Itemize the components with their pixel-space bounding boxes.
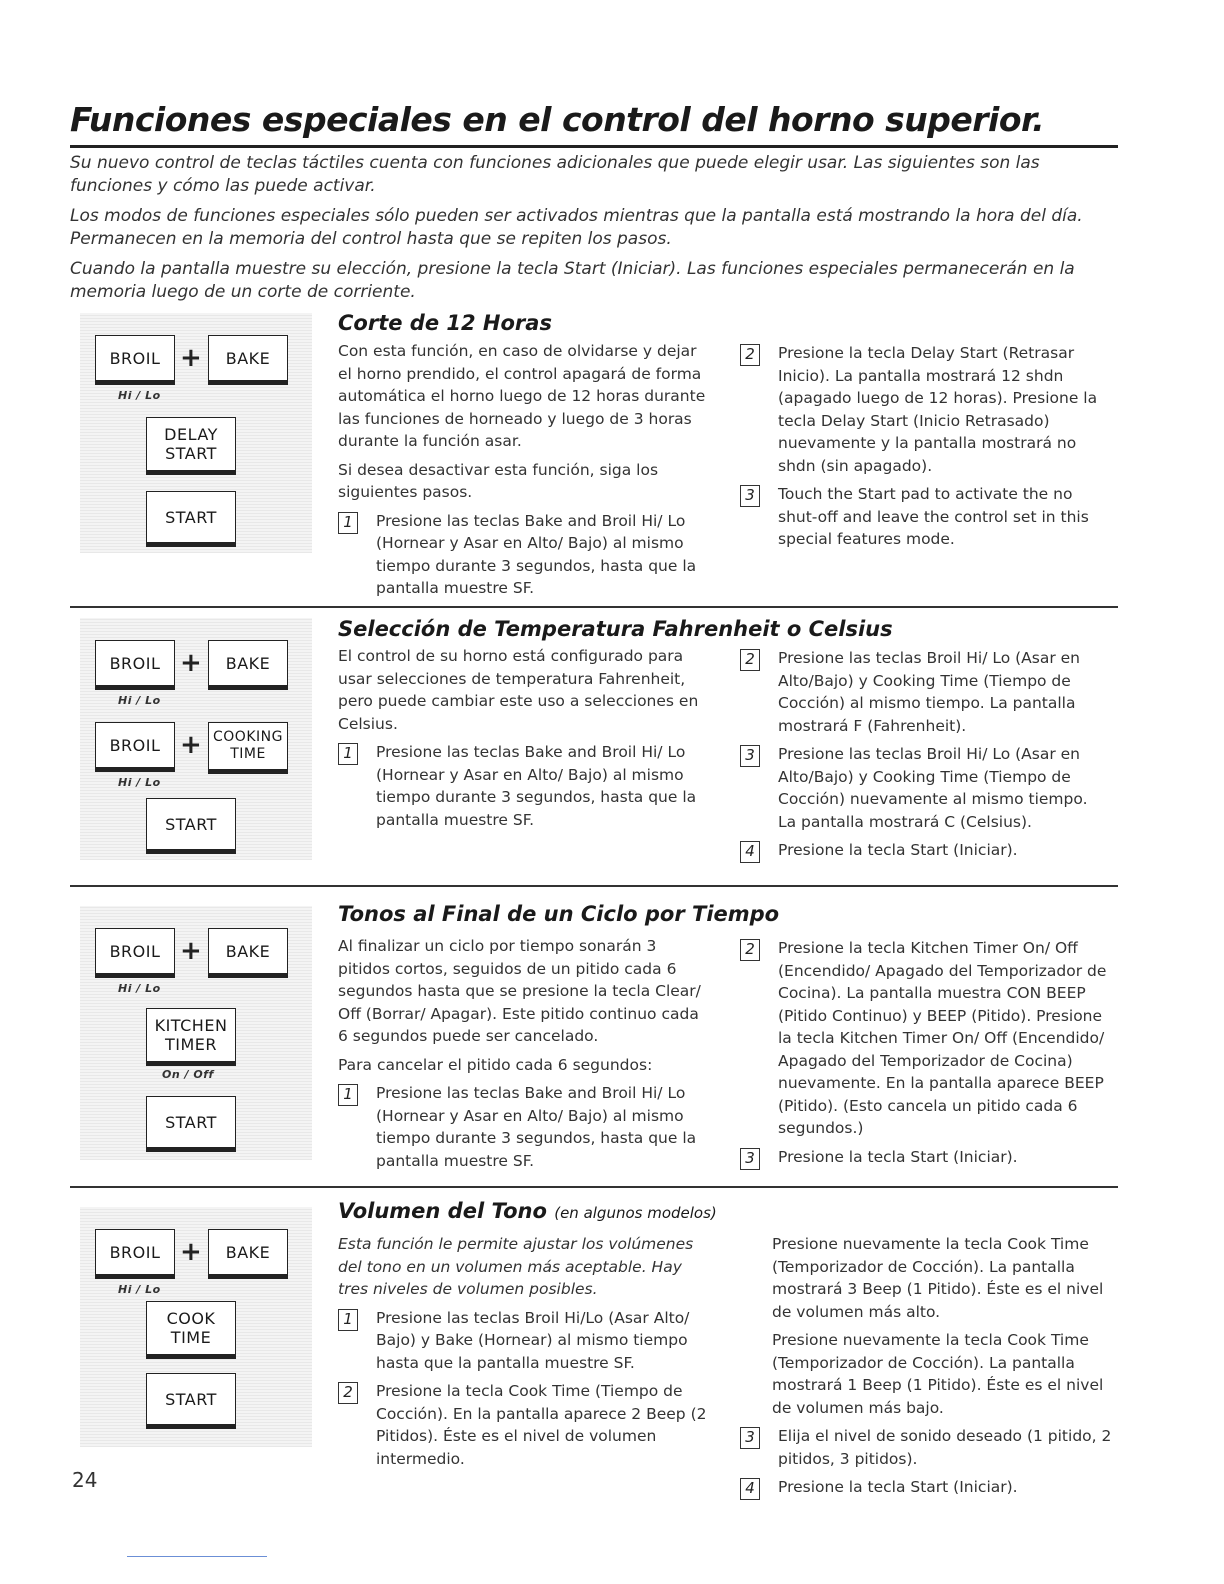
step-number: 2 [740,649,760,671]
step-1 [338,741,708,831]
start-key: START [146,491,236,547]
broil-key: BROIL [95,928,175,978]
hilo-label: Hi / Lo [118,982,161,995]
step-text: Presione la tecla Start (Iniciar). [778,1478,1018,1496]
section-title-shutoff: Corte de 12 Horas [338,311,552,335]
step-number: 4 [740,841,760,863]
hilo-label: Hi / Lo [118,1283,161,1296]
bake-key: BAKE [208,640,288,690]
section-volume-right [740,1233,1112,1506]
step-2 [740,647,1110,737]
section-volume-left [338,1233,713,1476]
section-tones-p1: Al finalizar un ciclo por tiempo sonarán 3 pitidos cortos, seguidos de un pitido cada 6 segundos hasta que se presione la tecla Clear/ Off (Borrar/ Apagar). Este pitido continuo cada 6 segundos puede ser cancelado. [338,937,701,1045]
section-temperature-right [740,645,1110,869]
step-text: Presione las teclas Broil Hi/Lo (Asar Alto/ Bajo) y Bake (Hornear) al mismo tiempo hasta que la pantalla muestre SF. [376,1308,690,1372]
step-3 [740,743,1110,833]
section-volume-p1: Esta función le permite ajustar los volúmenes del tono en un volumen más aceptable. Hay tres niveles de volumen posibles. [338,1235,694,1298]
bake-key: BAKE [208,335,288,385]
plus-icon: + [180,648,202,678]
broil-key: BROIL [95,640,175,690]
step-text: Elija el nivel de sonido deseado (1 pitido, 2 pitidos, 3 pitidos). [778,1427,1112,1468]
section-volume-p3: Presione nuevamente la tecla Cook Time (Temporizador de Cocción). La pantalla mostrará 1 Beep (1 Pitido). Éste es el nivel de volumen más bajo. [772,1331,1104,1417]
step-number: 2 [338,1382,358,1404]
step-number: 1 [338,1309,358,1331]
step-text: Presione las teclas Broil Hi/ Lo (Asar en Alto/Bajo) y Cooking Time (Tiempo de Cocción) al mismo tiempo. La pantalla mostrará F (Fahrenheit). [778,649,1081,735]
step-number: 3 [740,485,760,507]
step-2 [740,342,1110,477]
page-title: Funciones especiales en el control del horno superior. [70,100,1045,139]
plus-icon: + [180,343,202,373]
bake-key: BAKE [208,1229,288,1279]
step-number: 1 [338,512,358,534]
bake-key: BAKE [208,928,288,978]
step-text: Presione la tecla Delay Start (Retrasar Inicio). La pantalla mostrará 12 shdn (apagado luego de 12 horas). Presione la tecla Delay Start (Inicio Retrasado) nuevamente y la pantalla mostrará no shdn (sin apagado). [778,344,1098,475]
start-key: START [146,1373,236,1429]
step-text: Presione la tecla Start (Iniciar). [778,841,1018,859]
keypad-panel-temperature [80,618,312,860]
broil-key: BROIL [95,335,175,385]
broil-key: BROIL [95,722,175,772]
step-number: 4 [740,1478,760,1500]
step-number: 3 [740,745,760,767]
step-number: 3 [740,1427,760,1449]
kitchen-timer-key: KITCHEN TIMER [146,1008,236,1066]
start-key: START [146,1096,236,1152]
keypad-panel-tones [80,906,312,1160]
section-title-tones: Tonos al Final de un Ciclo por Tiempo [338,902,780,926]
step-3 [740,1146,1110,1170]
intro-paragraph-3: Cuando la pantalla muestre su elección, presione la tecla Start (Iniciar). Las funciones especiales permanecerán en la memoria luego de un corte de corriente. [70,259,1075,302]
intro [70,152,1120,311]
step-2 [740,937,1110,1140]
step-text: Touch the Start pad to activate the no shut-off and leave the control set in this special features mode. [778,485,1089,548]
step-number: 3 [740,1148,760,1170]
step-number: 1 [338,1084,358,1106]
onoff-label: On / Off [162,1068,214,1081]
step-text: Presione la tecla Start (Iniciar). [778,1147,1018,1166]
section-divider [70,885,1118,887]
keypad-panel-volume [80,1207,312,1447]
start-key: START [146,798,236,854]
title-rule [70,145,1118,148]
section-divider [70,1186,1118,1188]
section-shutoff-left [338,340,708,606]
step-2 [338,1380,713,1470]
step-4 [740,1476,1112,1500]
step-3 [740,483,1110,551]
step-1 [338,1082,708,1172]
footer-rule [127,1556,267,1557]
intro-paragraph-1: Su nuevo control de teclas táctiles cuenta con funciones adicionales que puede elegir usar. Las siguientes son las funciones y cómo las puede activar. [70,153,1040,196]
delay-start-key: DELAY START [146,417,236,475]
step-text: Presione las teclas Bake and Broil Hi/ Lo (Hornear y Asar en Alto/ Bajo) al mismo tiempo durante 3 segundos, hasta que la pantalla muestre SF. [376,1084,697,1170]
hilo-label: Hi / Lo [118,776,161,789]
section-divider [70,606,1118,608]
section-tones-right [740,935,1110,1176]
hilo-label: Hi / Lo [118,694,161,707]
step-4 [740,839,1110,863]
keypad-panel-shutoff [80,313,312,553]
plus-icon: + [180,730,202,760]
section-title-volume [338,1199,717,1223]
cook-time-key: COOK TIME [146,1301,236,1359]
step-text: Presione las teclas Bake and Broil Hi/ Lo (Hornear y Asar en Alto/ Bajo) al mismo tiempo durante 3 segundos, hasta que la pantalla muestre SF. [376,511,697,597]
section-title-temperature: Selección de Temperatura Fahrenheit o Celsius [338,617,893,641]
section-volume-p2: Presione nuevamente la tecla Cook Time (Temporizador de Cocción). La pantalla mostrará 3 Beep (1 Pitido). Éste es el nivel de volumen más alto. [772,1235,1104,1321]
step-number: 2 [740,939,760,961]
step-1 [338,510,708,600]
plus-icon: + [180,1237,202,1267]
step-text: Presione la tecla Kitchen Timer On/ Off (Encendido/ Apagado del Temporizador de Cocina). La pantalla muestra CON BEEP (Pitido Continuo) y BEEP (Pitido). Presione la tecla Kitchen Timer On/ Off (Encendido/ Apagado del Temporizador de Cocina) nuevamente. En la pantalla aparece BEEP (Pitido). (Esto cancela un pitido cada 6 segundos.) [778,939,1107,1137]
plus-icon: + [180,936,202,966]
section-tones-left [338,935,708,1178]
intro-paragraph-2: Los modos de funciones especiales sólo pueden ser activados mientras que la pantalla está mostrando la hora del día. Permanecen en la memoria del control hasta que se repiten los pasos. [70,206,1083,249]
section-temperature-left [338,645,708,837]
step-number: 2 [740,344,760,366]
hilo-label: Hi / Lo [118,389,161,402]
section-title-volume-sub: (en algunos modelos) [554,1204,717,1222]
section-tones-p2: Para cancelar el pitido cada 6 segundos: [338,1055,653,1074]
page-number: 24 [72,1468,98,1492]
step-1 [338,1307,713,1375]
section-shutoff-p2: Si desea desactivar esta función, siga los siguientes pasos. [338,460,659,501]
section-shutoff-p1: Con esta función, en caso de olvidarse y dejar el horno prendido, el control apagará de forma automática el horno luego de 12 horas durante las funciones de horneado y luego de 3 horas durante la función asar. [338,342,706,450]
step-number: 1 [338,743,358,765]
step-text: Presione las teclas Broil Hi/ Lo (Asar en Alto/Bajo) y Cooking Time (Tiempo de Cocción) nuevamente al mismo tiempo. La pantalla mostrará C (Celsius). [778,745,1088,831]
step-text: Presione las teclas Bake and Broil Hi/ Lo (Hornear y Asar en Alto/ Bajo) al mismo tiempo durante 3 segundos, hasta que la pantalla muestre SF. [376,743,697,829]
section-temperature-p1: El control de su horno está configurado para usar selecciones de temperatura Fahrenheit, pero puede cambiar este uso a selecciones en Celsius. [338,647,699,733]
cooking-time-key: COOKING TIME [208,722,288,774]
step-3 [740,1425,1112,1470]
section-title-volume-text: Volumen del Tono [338,1199,547,1223]
step-text: Presione la tecla Cook Time (Tiempo de Cocción). En la pantalla aparece 2 Beep (2 Pitidos). Éste es el nivel de volumen intermedio. [376,1382,707,1468]
section-shutoff-right [740,340,1110,557]
broil-key: BROIL [95,1229,175,1279]
